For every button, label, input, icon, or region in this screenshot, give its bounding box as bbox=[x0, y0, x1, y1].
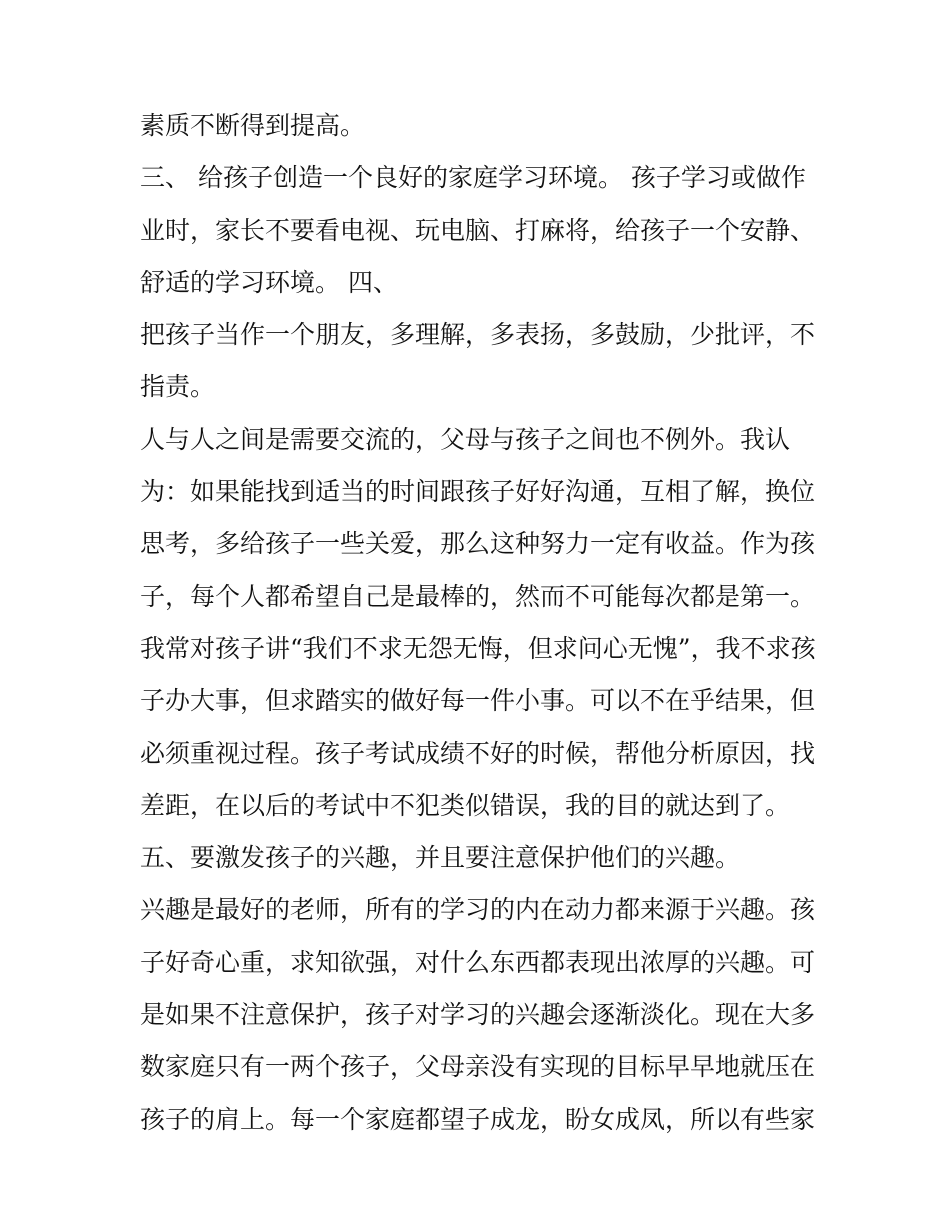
text-line: 业时，家长不要看电视、玩电脑、打麻将，给孩子一个安静、 bbox=[140, 215, 816, 245]
text-line: 是如果不注意保护，孩子对学习的兴趣会逐渐淡化。现在大多 bbox=[140, 1000, 816, 1030]
text-line: 把孩子当作一个朋友，多理解，多表扬，多鼓励，少批评，不 bbox=[140, 320, 816, 350]
text-line: 五、要激发孩子的兴趣，并且要注意保护他们的兴趣。 bbox=[140, 843, 741, 873]
text-line: 必须重视过程。孩子考试成绩不好的时候，帮他分析原因，找 bbox=[140, 738, 816, 768]
body-text bbox=[140, 100, 820, 1146]
text-line: 舒适的学习环境。 四、 bbox=[140, 267, 398, 297]
text-line: 我常对孩子讲“我们不求无怨无悔，但求问心无愧”，我不求孩 bbox=[140, 633, 816, 663]
text-line: 为：如果能找到适当的时间跟孩子好好沟通，互相了解，换位 bbox=[140, 477, 816, 507]
text-line: 兴趣是最好的老师，所有的学习的内在动力都来源于兴趣。孩 bbox=[140, 895, 816, 925]
text-line: 数家庭只有一两个孩子，父母亲没有实现的目标早早地就压在 bbox=[140, 1052, 816, 1082]
text-line: 三、 给孩子创造一个良好的家庭学习环境。 孩子学习或做作 bbox=[140, 163, 806, 193]
text-line: 人与人之间是需要交流的，父母与孩子之间也不例外。我认 bbox=[140, 424, 791, 454]
text-line: 差距，在以后的考试中不犯类似错误，我的目的就达到了。 bbox=[140, 790, 791, 820]
text-line: 子，每个人都希望自己是最棒的，然而不可能每次都是第一。 bbox=[140, 581, 816, 611]
text-line: 子办大事，但求踏实的做好每一件小事。可以不在乎结果，但 bbox=[140, 686, 816, 716]
text-line: 素质不断得到提高。 bbox=[140, 111, 366, 140]
text-line: 思考，多给孩子一些关爱，那么这种努力一定有收益。作为孩 bbox=[140, 529, 816, 559]
text-line: 孩子的肩上。每一个家庭都望子成龙，盼女成凤，所以有些家 bbox=[140, 1104, 816, 1134]
text-line: 子好奇心重，求知欲强，对什么东西都表现出浓厚的兴趣。可 bbox=[140, 947, 816, 977]
text-line: 指责。 bbox=[140, 372, 216, 402]
